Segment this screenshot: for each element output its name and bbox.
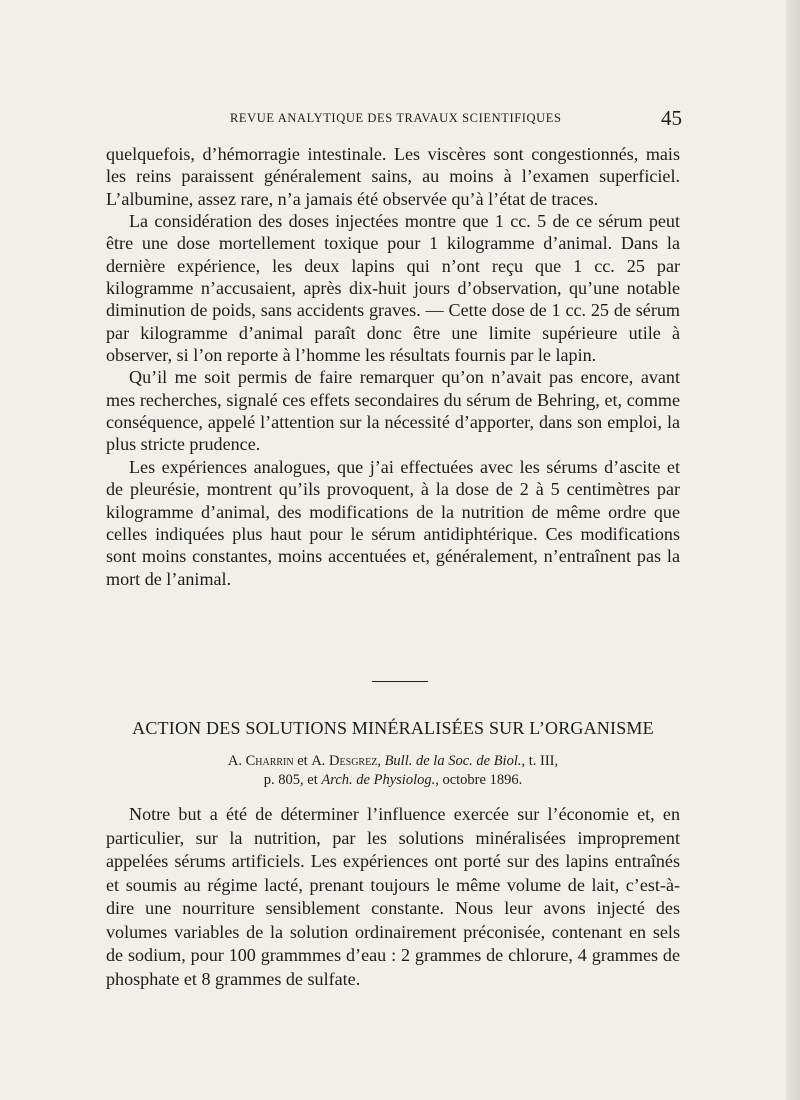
citation-and: et — [293, 753, 312, 769]
section-divider-rule — [372, 681, 428, 682]
citation — [106, 752, 680, 790]
paragraph-notre-but: Notre but a été de déterminer l’influence exercée sur l’économie et, en particulier, sur la nutrition, par les solutions minéralisées improprement appelées sérums artificiels. Les expériences ont porté sur des lapins entraînés et soumis au régime lacté, prenant toujours le même volume de lait, c’est-à-dire une nourriture sensiblement constante. Nous leur avons injecté des volumes variables de la solution ordinairement préconisée, contenant en sels de sodium, pour 100 grammmes d’eau : 2 grammes de chlorure, 4 grammes de phosphate et 8 grammes de sulfate. — [106, 804, 680, 989]
citation-author-2: A. Desgrez — [311, 753, 378, 769]
citation-journal-2: Arch. de Physiolog. — [321, 772, 436, 788]
paragraph-behring: Qu’il me soit permis de faire remarquer qu’on n’avait pas encore, avant mes recherches, signalé ces effets secondaires du sérum de Behring, et, comme conséquence, appelé l’attention sur la nécessité d’apporter, dans son emploi, la plus stricte prudence. — [106, 367, 680, 455]
citation-author-1: A. Charrin — [227, 753, 294, 769]
section-title: ACTION DES SOLUTIONS MINÉRALISÉES SUR L’ORGANISME — [132, 718, 654, 738]
paragraph-doses: La considération des doses injectées montre que 1 cc. 5 de ce sérum peut être une dose mortellement toxique pour 1 kilogramme d’animal. Dans la dernière expérience, les deux lapins qui n’ont reçu que 1 cc. 25 par kilogramme n’accusaient, après dix-huit jours d’observation, qu’une notable diminution de poids, sans accidents graves. — Cette dose de 1 cc. 25 de sérum par kilogramme d’animal paraît donc être une limite supérieure utile à observer, si l’on reporte à l’homme les résultats fournis par le lapin. — [106, 211, 680, 366]
paragraph-ascite: Les expériences analogues, que j’ai effectuées avec les sérums d’ascite et de pleurésie, montrent qu’ils provoquent, à la dose de 2 à 5 centimètres par kilogramme d’animal, des modifications de la nutrition de même ordre que celles indiquées plus haut pour le sérum antidiphtérique. Ces modifications sont moins constantes, moins accentuées et, généralement, n’entraînent pas la mort de l’animal. — [106, 456, 680, 589]
paragraph-continuation: quelquefois, d’hémorragie intestinale. Les viscères sont congestionnés, mais les reins paraissent généralement sains, au moins à l’examen superficiel. L’albumine, assez rare, n’a jamais été observée qu’à l’état de traces. — [106, 144, 680, 209]
citation-details-3: , octobre 1896. — [435, 772, 523, 788]
body-text — [106, 143, 680, 590]
page-edge-shadow — [786, 0, 800, 1100]
citation-journal-1: Bull. de la Soc. de Biol. — [384, 753, 522, 769]
citation-details-2: p. 805, et — [263, 772, 322, 788]
citation-details-1: , t. III, — [521, 753, 559, 769]
page-number: 45 — [661, 106, 682, 130]
page-header — [106, 108, 680, 134]
running-head: REVUE ANALYTIQUE DES TRAVAUX SCIENTIFIQUES — [230, 111, 562, 125]
section-body-text — [106, 803, 680, 991]
citation-sep: , — [377, 753, 385, 769]
